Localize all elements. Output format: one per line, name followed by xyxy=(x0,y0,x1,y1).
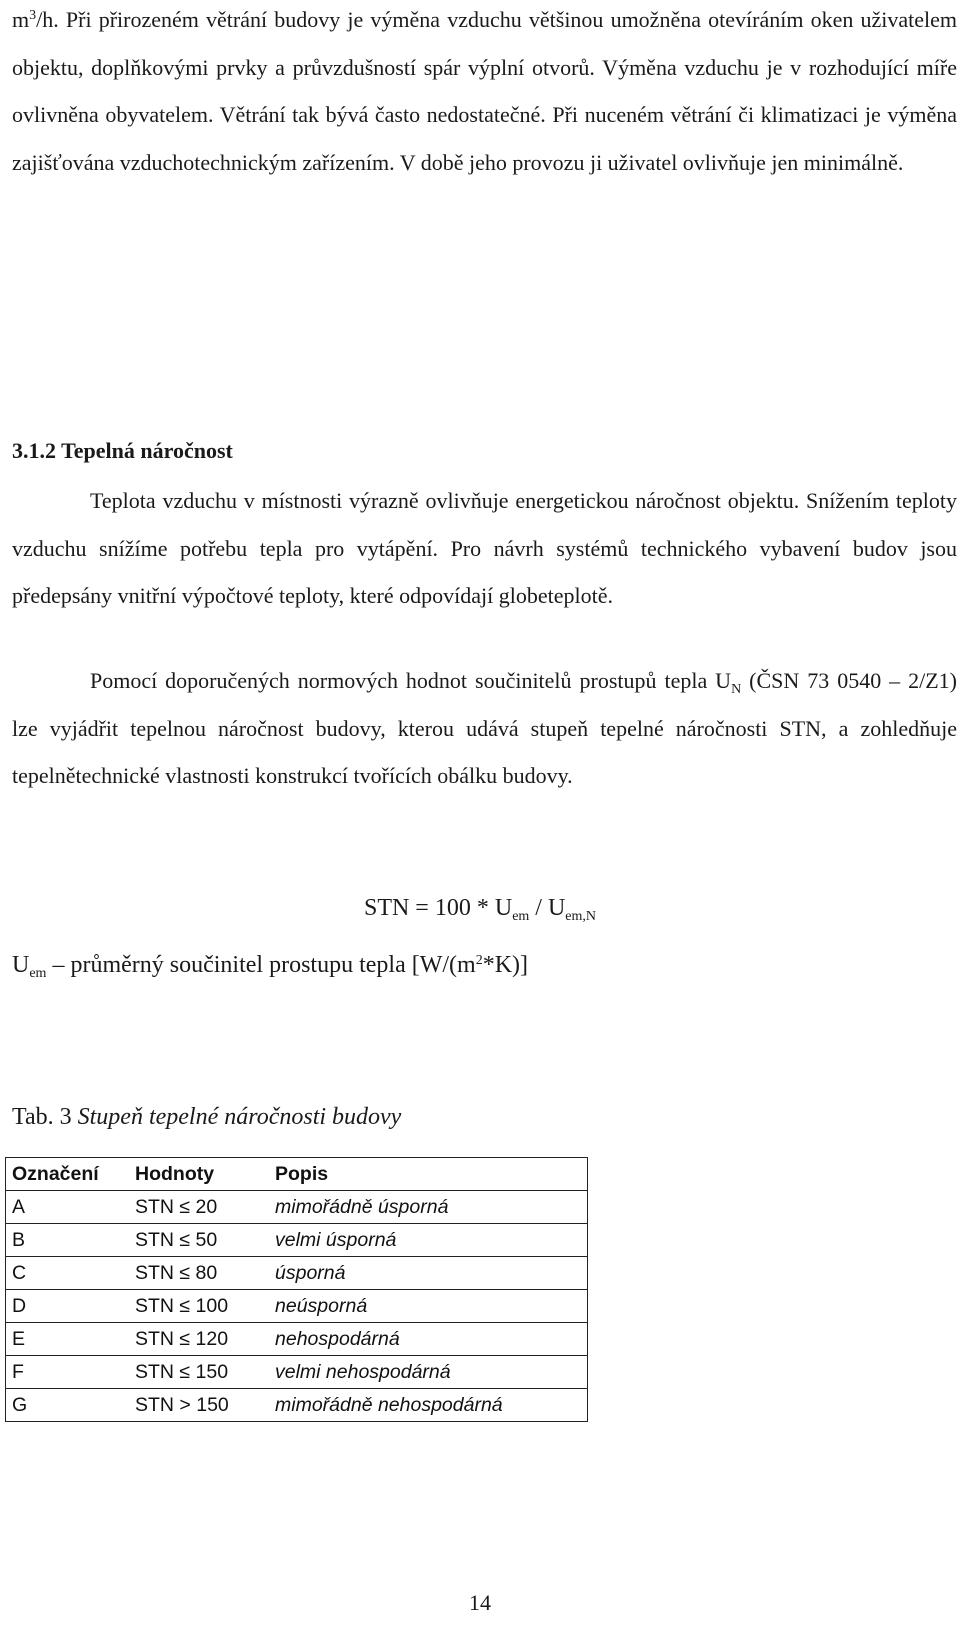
subscript-n: N xyxy=(731,682,742,697)
cell-value: STN ≤ 150 xyxy=(129,1356,269,1389)
cell-value: STN ≤ 20 xyxy=(129,1191,269,1224)
table-row xyxy=(6,1356,588,1389)
stn-formula xyxy=(0,895,960,922)
energy-grade-table xyxy=(5,1157,588,1422)
paragraph-stn xyxy=(12,657,957,800)
paragraph-stn-text-a: Pomocí doporučených normových hodnot součinitelů prostupů tepla U xyxy=(90,668,732,693)
unit-exponent: 3 xyxy=(29,8,37,23)
table-row xyxy=(6,1257,588,1290)
cell-description: nehospodárná xyxy=(269,1323,588,1356)
cell-grade: F xyxy=(6,1356,130,1389)
cell-description: mimořádně nehospodárná xyxy=(269,1389,588,1422)
uem-symbol-sub: em xyxy=(29,966,47,981)
table-caption-label: Tab. 3 xyxy=(12,1104,78,1130)
table-row xyxy=(6,1191,588,1224)
cell-description: velmi nehospodárná xyxy=(269,1356,588,1389)
column-header-grade: Označení xyxy=(6,1158,130,1191)
formula-lhs: STN = 100 * U xyxy=(363,895,513,921)
page-number: 14 xyxy=(469,1590,491,1615)
cell-grade: C xyxy=(6,1257,130,1290)
table-row xyxy=(6,1389,588,1422)
table-row xyxy=(6,1323,588,1356)
column-header-description: Popis xyxy=(269,1158,588,1191)
uem-definition-tail: *K)] xyxy=(482,952,529,978)
paragraph-stn-text-b: (ČSN 73 0540 – 2/Z1) lze vyjádřit tepelnou náročnost budovy, kterou udává stupeň tepelné náročnosti STN, a zohledňuje tepelnětechnické vlastnosti konstrukcí tvořících obálku budovy. xyxy=(12,668,958,788)
cell-grade: G xyxy=(6,1389,130,1422)
cell-value: STN ≤ 120 xyxy=(129,1323,269,1356)
cell-value: STN ≤ 80 xyxy=(129,1257,269,1290)
cell-description: velmi úsporná xyxy=(269,1224,588,1257)
cell-grade: A xyxy=(6,1191,130,1224)
cell-value: STN > 150 xyxy=(129,1389,269,1422)
paragraph-ventilation-text: /h. Při přirozeném větrání budovy je výměna vzduchu většinou umožněna otevíráním oken uživatelem objektu, doplňkovými prvky a průvzdušností spár výplní otvorů. Výměna vzduchu je v rozhodující míře ovlivněna obyvatelem. Větrání tak bývá často nedostatečné. Při nuceném větrání či klimatizaci je výměna zajišťována vzduchotechnickým zařízením. V době jeho provozu ji uživatel ovlivňuje jen minimálně. xyxy=(12,7,957,175)
unit-m: m xyxy=(12,7,30,32)
cell-value: STN ≤ 100 xyxy=(129,1290,269,1323)
table-caption-title: Stupeň tepelné náročnosti budovy xyxy=(77,1104,402,1130)
column-header-values: Hodnoty xyxy=(129,1158,269,1191)
table-row xyxy=(6,1224,588,1257)
cell-grade: B xyxy=(6,1224,130,1257)
uem-unit-exponent: 2 xyxy=(475,953,483,968)
table-row xyxy=(6,1290,588,1323)
paragraph-temperature: Teplota vzduchu v místnosti výrazně ovlivňuje energetickou náročnost objektu. Snížením teploty vzduchu snížíme potřebu tepla pro vytápění. Pro návrh systémů technického vybavení budov jsou předepsány vnitřní výpočtové teploty, které odpovídají globeteplotě. xyxy=(12,488,957,608)
formula-mid: / U xyxy=(529,895,566,921)
cell-value: STN ≤ 50 xyxy=(129,1224,269,1257)
table-header-row xyxy=(6,1158,588,1191)
cell-description: úsporná xyxy=(269,1257,588,1290)
uem-symbol: U xyxy=(12,952,30,978)
section-heading: 3.1.2 Tepelná náročnost xyxy=(12,438,233,463)
formula-sub-em: em xyxy=(512,909,530,924)
uem-definition-text: – průměrný součinitel prostupu tepla [W/(m xyxy=(46,952,476,978)
paragraph-ventilation xyxy=(12,0,957,186)
cell-description: neúsporná xyxy=(269,1290,588,1323)
cell-description: mimořádně úsporná xyxy=(269,1191,588,1224)
table-caption xyxy=(12,1104,401,1131)
cell-grade: E xyxy=(6,1323,130,1356)
uem-definition xyxy=(12,952,528,979)
formula-sub-emn: em,N xyxy=(565,909,597,924)
cell-grade: D xyxy=(6,1290,130,1323)
